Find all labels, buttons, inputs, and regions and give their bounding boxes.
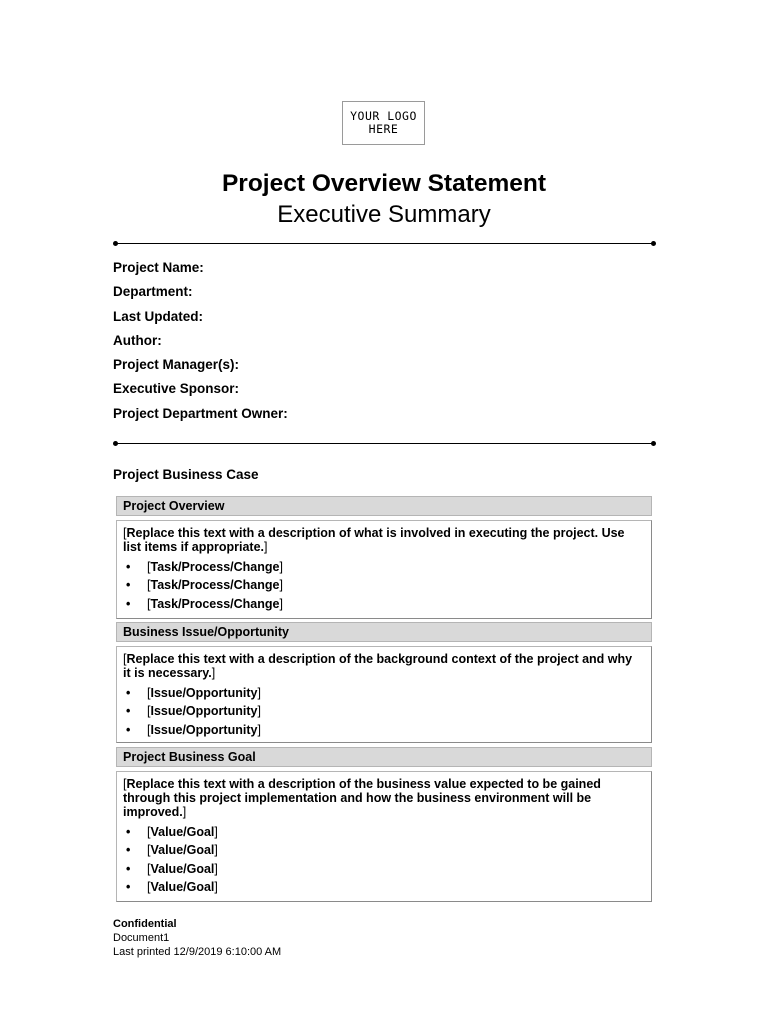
section-body-business-issue	[116, 646, 652, 743]
section-heading-project-business-goal: Project Business Goal	[116, 747, 652, 767]
logo-text-line-2: HERE	[368, 122, 399, 136]
list-item: • [Task/Process/Change]	[123, 558, 643, 576]
project-info-fields	[113, 258, 288, 428]
list-item: • [Value/Goal]	[123, 878, 643, 896]
document-subtitle: Executive Summary	[277, 201, 491, 228]
description-text: Replace this text with a description of the business value expected to be gained through this project implementation and how the business environment will be improved.	[123, 777, 601, 819]
document-name: Document1	[113, 932, 170, 944]
description-text: Replace this text with a description of what is involved in executing the project. Use list items if appropriate.	[123, 526, 625, 554]
list-item: • [Issue/Opportunity]	[123, 702, 643, 720]
list-item: • [Value/Goal]	[123, 823, 643, 841]
bullet-list	[123, 558, 643, 613]
field-executive-sponsor: Executive Sponsor:	[113, 381, 240, 397]
divider-bottom	[116, 443, 653, 444]
last-printed: Last printed 12/9/2019 6:10:00 AM	[113, 946, 282, 958]
section-heading-project-overview: Project Overview	[116, 496, 652, 516]
list-item-text: Issue/Opportunity	[150, 686, 258, 700]
section-description: [Replace this text with a description of the background context of the project and why it is necessary.]	[123, 652, 633, 680]
bullet-list	[123, 823, 643, 896]
page-footer	[113, 917, 281, 959]
section-body-project-overview	[116, 520, 652, 619]
list-item: • [Issue/Opportunity]	[123, 684, 643, 702]
section-description: [Replace this text with a description of the business value expected to be gained through this project implementation and how the business environment will be improved.]	[123, 777, 601, 819]
section-description: [Replace this text with a description of what is involved in executing the project. Use list items if appropriate.]	[123, 526, 625, 554]
list-item: • [Issue/Opportunity]	[123, 721, 643, 739]
bullet-list	[123, 684, 643, 739]
section-body-project-business-goal	[116, 771, 652, 902]
business-case-label: Project Business Case	[113, 467, 259, 482]
list-item-text: Value/Goal	[150, 843, 215, 858]
list-item-text: Issue/Opportunity	[150, 722, 258, 737]
list-item: • [Task/Process/Change]	[123, 595, 643, 613]
field-project-managers: Project Manager(s):	[113, 357, 240, 373]
confidential-label: Confidential	[113, 918, 177, 930]
list-item-text: Value/Goal	[150, 861, 215, 876]
list-item-text: Value/Goal	[150, 879, 215, 894]
logo-placeholder	[342, 101, 425, 145]
description-text: Replace this text with a description of the background context of the project and why it is necessary.	[123, 652, 633, 680]
list-item-text: Task/Process/Change	[150, 578, 280, 593]
field-department: Department:	[113, 284, 193, 300]
field-project-department-owner: Project Department Owner:	[113, 405, 288, 421]
divider-top	[116, 243, 653, 244]
document-title: Project Overview Statement	[221, 170, 547, 197]
list-item: • [Value/Goal]	[123, 860, 643, 878]
list-item-text: Task/Process/Change	[150, 560, 280, 574]
list-item-text: Value/Goal	[150, 825, 215, 839]
field-author: Author:	[113, 332, 162, 348]
section-heading-business-issue: Business Issue/Opportunity	[116, 622, 652, 642]
field-last-updated: Last Updated:	[113, 308, 204, 324]
list-item-text: Task/Process/Change	[150, 596, 280, 611]
list-item: • [Value/Goal]	[123, 841, 643, 859]
logo-text-line-1: YOUR LOGO	[350, 109, 417, 123]
list-item: • [Task/Process/Change]	[123, 576, 643, 594]
field-project-name: Project Name:	[113, 260, 204, 275]
list-item-text: Issue/Opportunity	[150, 704, 258, 719]
